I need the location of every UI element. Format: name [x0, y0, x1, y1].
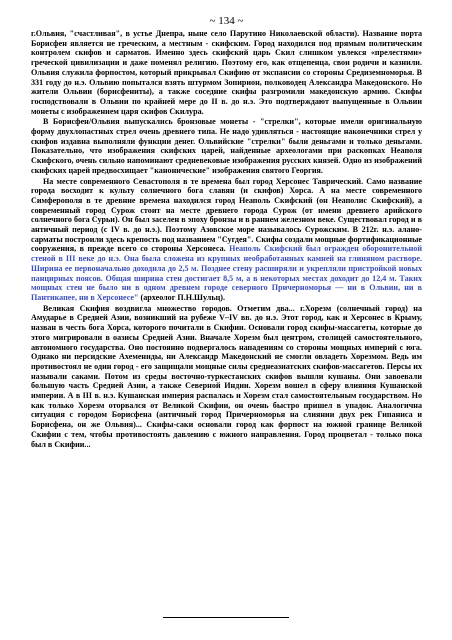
paragraph-text: В Борисфен/Ольвия выпускались бронзовые монеты - "стрелки", которые имели оригинальную форму двухлопастных стрел очень древнего типа. Не надо удивляться - настоящие наконечники стрел у скифов издавна выполняли функции денег. Ольвийские "стрелки" были деньгами и только деньгами. Показательно, что изображения скифских царей, найденные археологами при раскопках Неаполя Скифского, очень сильно напоминают средневековые изображения русских князей. Одно из изображений скифских царей предвосхищает "канонические" изображения святого Георгия. [31, 117, 422, 175]
paragraph-text: На месте современного Севастополя в те времена был город Херсонес Таврический. Само название города восходит к культу солнечного бога славян (и скифов) Хорса. А на месте современного Симферополя в те древние времена находился город Неаполь Скифский (он Неаполис Скифский), а современный город Сурож стоит на месте древнего города Сурож (от имени древнего арийского солнечного бога Сурьи). Он был заселен в эпоху бронзы и в раннем железном веке. Существовал город и в античный период (с IV в. до н.э.). Поэтому Азовское море называлось Сурожским. В 212г. н.э. алано-сарматы построили здесь крепость под названием "Сугдея". Скифы создали мощные фортификационные сооружения, в прежде всего со стороны Херсонеса. [31, 176, 422, 254]
paragraph-olbia [31, 29, 422, 116]
paragraph-sevastopol [31, 177, 422, 303]
footer-divider [163, 617, 289, 618]
paragraph-coins [31, 117, 422, 175]
highlighted-quote: Неаполь Скифский был огражден оборонительной стеной в III веке до н.э. Она была сложена из крупных необработанных камней на глиняном растворе. Ширина ее первоначально доходила до 2,5 м. Позднее стену расширяли и укрепляли пристройкой новых панцирных поясов. Общая ширина стен достигает 8,5 м, а в некоторых местах доходит до 12,4 м. Таких мощных стен не было ни в одном древнем городе северного Причерноморья — ни в Ольвии, ни в Пантикапее, ни в Херсонесе" [31, 244, 422, 302]
paragraph-khorezm [31, 304, 422, 450]
paragraph-text: Великая Скифия воздвигла множество городов. Отметим два... г.Хорезм (солнечный город) на Амударье в Средней Азии, возникший на рубеже V–IV вв. до н.э. Этот город, как и Херсонес в Крыму, назван в честь бога Хорса, которого почитали в Скифии. Основали город скифы-массагеты, которые до этого мигрировали в оазисы Средней Азии. Вначале Хорезм был центром, столицей самостоятельного, автономного государства. Оно постоянно подвергалось нападениям со стороны мощных империй с юга. Однако ни персидские Ахемениды, ни Александр Македонский не смогли овладеть Хорезмом. Ведь им противостоял не один город - его защищали мощные силы среднеазиатских скифов-массагетов. Персы их называли саками. Потом из среды восточно-туркестанских скифов вышли кушаны. Они завоевали большую часть Средней Азии, а также Северной Индии. Хорезм вошел в сферу влияния Кушанской империи. А в III в. н.э. Кушанская империя распалась и Хорезм стал самостоятельным государством. Но как только Хорезм оторвался от Великой Скифии, он очень быстро пришел в упадок. Аналогична ситуация с городом Борисфена (античный город Причерноморья на слиянии двух рек Гипаниса и Борисфена, он же Ольвия)... Скифы-саки основали город как форпост на южной границе Великой Скифии с тем, чтобы противостоять давлению с южного направления. Город процветал - только пока был в Скифии... [31, 303, 422, 449]
paragraph-text: г.Ольвия, "счастливая", в устье Днепра, ныне село Парутино Николаевской области). Название порта Борисфен является не греческим, а местным - скифским. Город находился под прямым политическим контролем скифов и сарматов. Именно здесь скифский царь Скил слишком увлекся «прелестями» греческой цивилизации и даже поменял религию. Поэтому его, как отщепенца, свои родичи и казнили. Ольвия служила форпостом, который прикрывал Скифию от экспансии со стороны Средиземноморья. В 331 году до н.э. Ольвию попытался взять штурмом Зопирион, полководец Александра Македонского. Но жители Ольвии (борисфениты), а также соседние скифы разгромили македонскую армию. Скифы господствовали в Ольвии по крайней мере до II в. до н.э. Это подтверждают выпущенные в Ольвии монеты с изображением царя скифов Скилура. [31, 29, 422, 116]
page-number: ~ 134 ~ [209, 15, 244, 27]
quote-attribution: (археолог П.Н.Шульц). [138, 292, 225, 302]
